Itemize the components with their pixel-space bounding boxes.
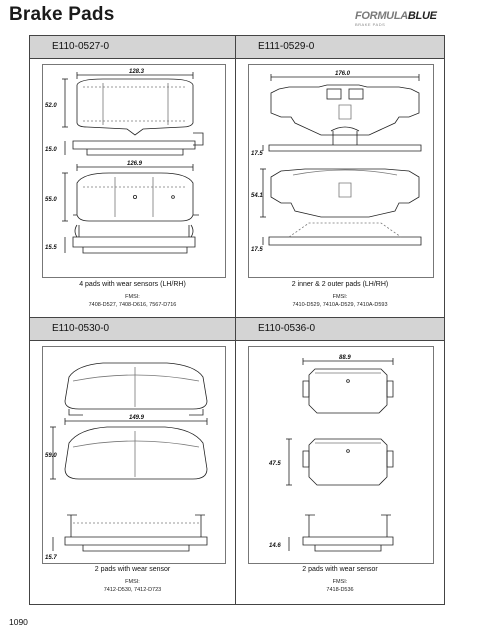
pad-drawing xyxy=(248,346,434,564)
dimension-thickness-bottom: 17.5 xyxy=(251,247,263,253)
dimension-width: 176.0 xyxy=(335,71,351,77)
part-number: E110-0530-0 xyxy=(30,318,235,341)
fmsi-block xyxy=(30,578,235,594)
logo-text-blue: BLUE xyxy=(407,10,437,22)
fmsi-codes: 7410-D529, 7410A-D529, 7410A-D593 xyxy=(292,302,388,308)
dimension-width-bottom: 126.9 xyxy=(127,161,143,167)
fmsi-label: FMSI: xyxy=(332,294,348,300)
dimension-thickness-bottom: 15.5 xyxy=(45,245,57,251)
part-number: E110-0536-0 xyxy=(236,318,444,341)
pad-drawing xyxy=(248,64,434,278)
product-card-e110-0527 xyxy=(30,36,236,318)
pad-drawing xyxy=(42,346,226,564)
dimension-height: 59.0 xyxy=(45,453,57,459)
product-card-e111-0529 xyxy=(236,36,444,318)
fmsi-block xyxy=(30,293,235,309)
dimension-thickness: 15.7 xyxy=(45,555,57,561)
dimension-thickness-top: 15.0 xyxy=(45,147,57,153)
fmsi-label: FMSI: xyxy=(125,294,140,300)
logo-text-formula: FORMULA xyxy=(355,10,408,22)
fmsi-codes: 7418-D536 xyxy=(326,587,354,593)
pad-description: 2 inner & 2 outer pads (LH/RH) xyxy=(291,281,389,288)
page-number: 1090 xyxy=(9,617,28,627)
product-grid xyxy=(29,35,445,605)
fmsi-block xyxy=(236,293,444,309)
fmsi-label: FMSI: xyxy=(332,579,348,585)
technical-drawing-e110-0527 xyxy=(43,65,225,277)
fmsi-label: FMSI: xyxy=(125,579,140,585)
dimension-height-bottom: 55.0 xyxy=(45,197,57,203)
dimension-height: 47.5 xyxy=(269,461,281,467)
dimension-height: 54.1 xyxy=(251,193,263,199)
page-title: Brake Pads xyxy=(9,4,115,25)
technical-drawing-e110-0536 xyxy=(249,347,433,563)
pad-description: 2 pads with wear sensor xyxy=(94,566,171,573)
technical-drawing-e110-0530 xyxy=(43,347,225,563)
logo-tagline: BRAKE PADS xyxy=(355,22,386,27)
dimension-thickness-top: 17.5 xyxy=(251,151,263,157)
brand-logo xyxy=(355,10,443,32)
part-number: E110-0527-0 xyxy=(30,36,235,59)
pad-description: 4 pads with wear sensors (LH/RH) xyxy=(79,281,186,288)
dimension-thickness: 14.6 xyxy=(269,543,281,549)
dimension-width: 149.9 xyxy=(129,415,145,421)
dimension-height-top: 52.0 xyxy=(45,103,57,109)
dimension-width: 88.9 xyxy=(339,355,351,361)
technical-drawing-e111-0529 xyxy=(249,65,433,277)
product-card-e110-0530 xyxy=(30,318,236,604)
pad-description: 2 pads with wear sensor xyxy=(302,566,378,573)
product-card-e110-0536 xyxy=(236,318,444,604)
pad-drawing xyxy=(42,64,226,278)
fmsi-block xyxy=(236,578,444,594)
fmsi-codes: 7408-D527, 7408-D616, 7567-D716 xyxy=(88,302,177,308)
dimension-width-top: 128.3 xyxy=(129,69,145,75)
fmsi-codes: 7412-D530, 7412-D723 xyxy=(103,587,162,593)
part-number: E111-0529-0 xyxy=(236,36,444,59)
